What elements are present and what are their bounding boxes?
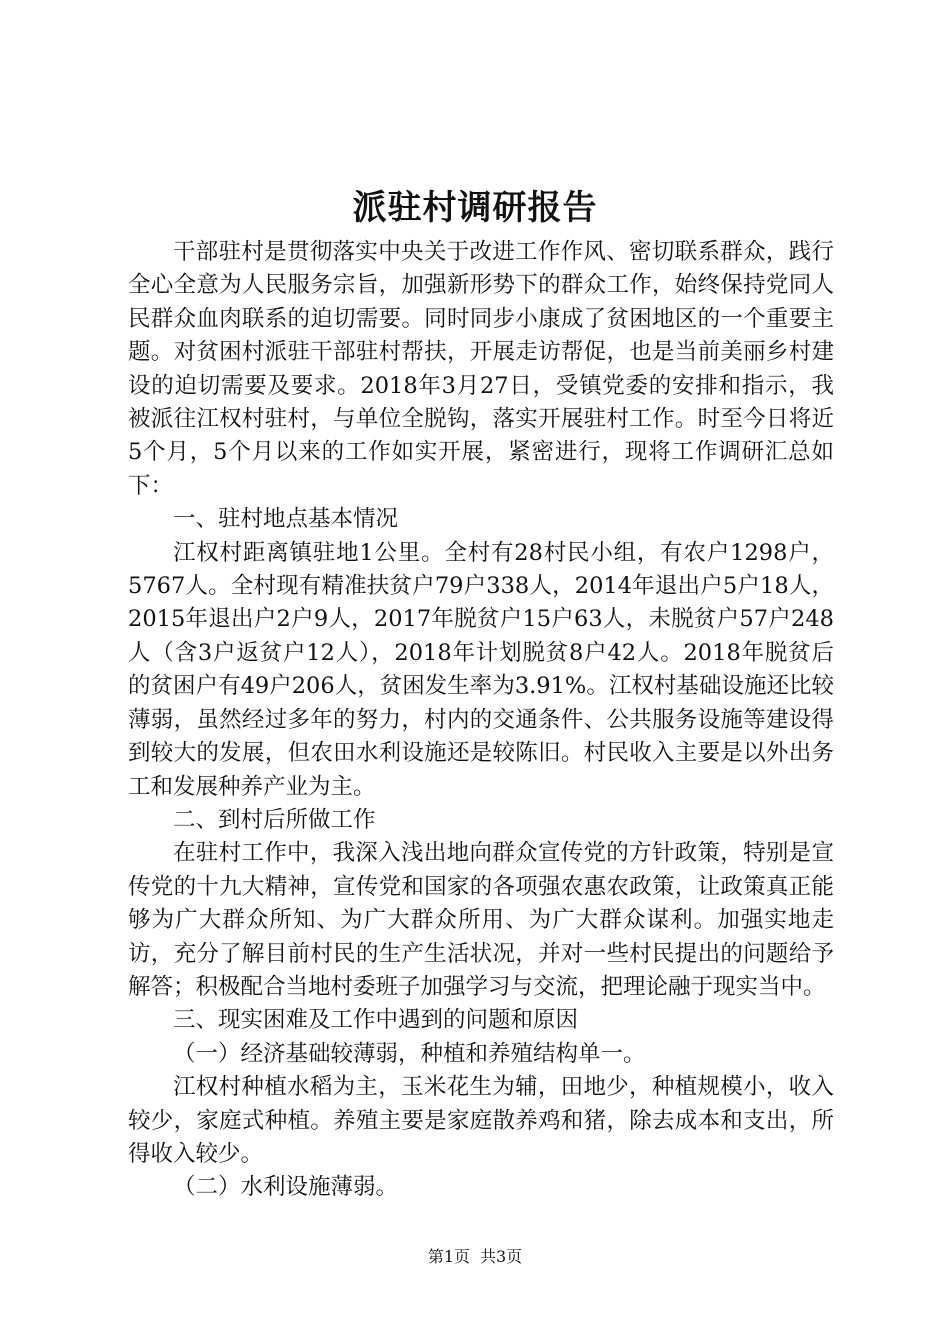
section-heading-2: 二、到村后所做工作: [173, 806, 376, 833]
document-body: [128, 236, 834, 1205]
page-footer: [0, 1245, 950, 1269]
subsection-heading-1: （一）经济基础较薄弱，种植和养殖结构单一。: [173, 1040, 646, 1067]
page-total: 共3页: [480, 1247, 523, 1266]
section-heading-3: 三、现实困难及工作中遇到的问题和原因: [173, 1007, 579, 1034]
paragraph-basic-info: 江权村距离镇驻地1公里。全村有28村民小组，有农户1298户，5767人。全村现有精准扶贫户79户338人，2014年退出户5户18人，2015年退出户2户9人，2017年脱贫户15户63人，未脱贫户57户248人（含3户返贫户12人），2018年计划脱贫8户42人。2018年脱贫后的贫困户有49户206人，贫困发生率为3.91%。江权村基础设施还比较薄弱，虽然经过多年的努力，村内的交通条件、公共服务设施等建设得到较大的发展，但农田水利设施还是较陈旧。村民收入主要是以外出务工和发展种养产业为主。: [128, 539, 834, 800]
document-title: 派驻村调研报告: [352, 188, 598, 228]
subsection-heading-2: （二）水利设施薄弱。: [173, 1174, 399, 1201]
paragraph-work-done: 在驻村工作中，我深入浅出地向群众宣传党的方针政策，特别是宣传党的十九大精神，宣传党和国家的各项强农惠农政策，让政策真正能够为广大群众所知、为广大群众所用、为广大群众谋利。加强实地走访，充分了解目前村民的生产生活状况，并对一些村民提出的问题给予解答；积极配合当地村委班子加强学习与交流，把理论融于现实当中。: [128, 840, 834, 1000]
page-number: 第1页: [427, 1247, 470, 1266]
section-heading-1: 一、驻村地点基本情况: [173, 506, 399, 533]
paragraph-intro: 干部驻村是贯彻落实中央关于改进工作作风、密切联系群众，践行全心全意为人民服务宗旨，加强新形势下的群众工作，始终保持党同人民群众血肉联系的迫切需要。同时同步小康成了贫困地区的一个重要主题。对贫困村派驻干部驻村帮扶，开展走访帮促，也是当前美丽乡村建设的迫切需要及要求。2018年3月27日，受镇党委的安排和指示，我被派往江权村驻村，与单位全脱钩，落实开展驻村工作。时至今日将近5个月，5个月以来的工作如实开展，紧密进行，现将工作调研汇总如下：: [128, 239, 834, 499]
paragraph-economy: 江权村种植水稻为主，玉米花生为辅，田地少，种植规模小，收入较少，家庭式种植。养殖主要是家庭散养鸡和猪，除去成本和支出，所得收入较少。: [128, 1074, 834, 1167]
